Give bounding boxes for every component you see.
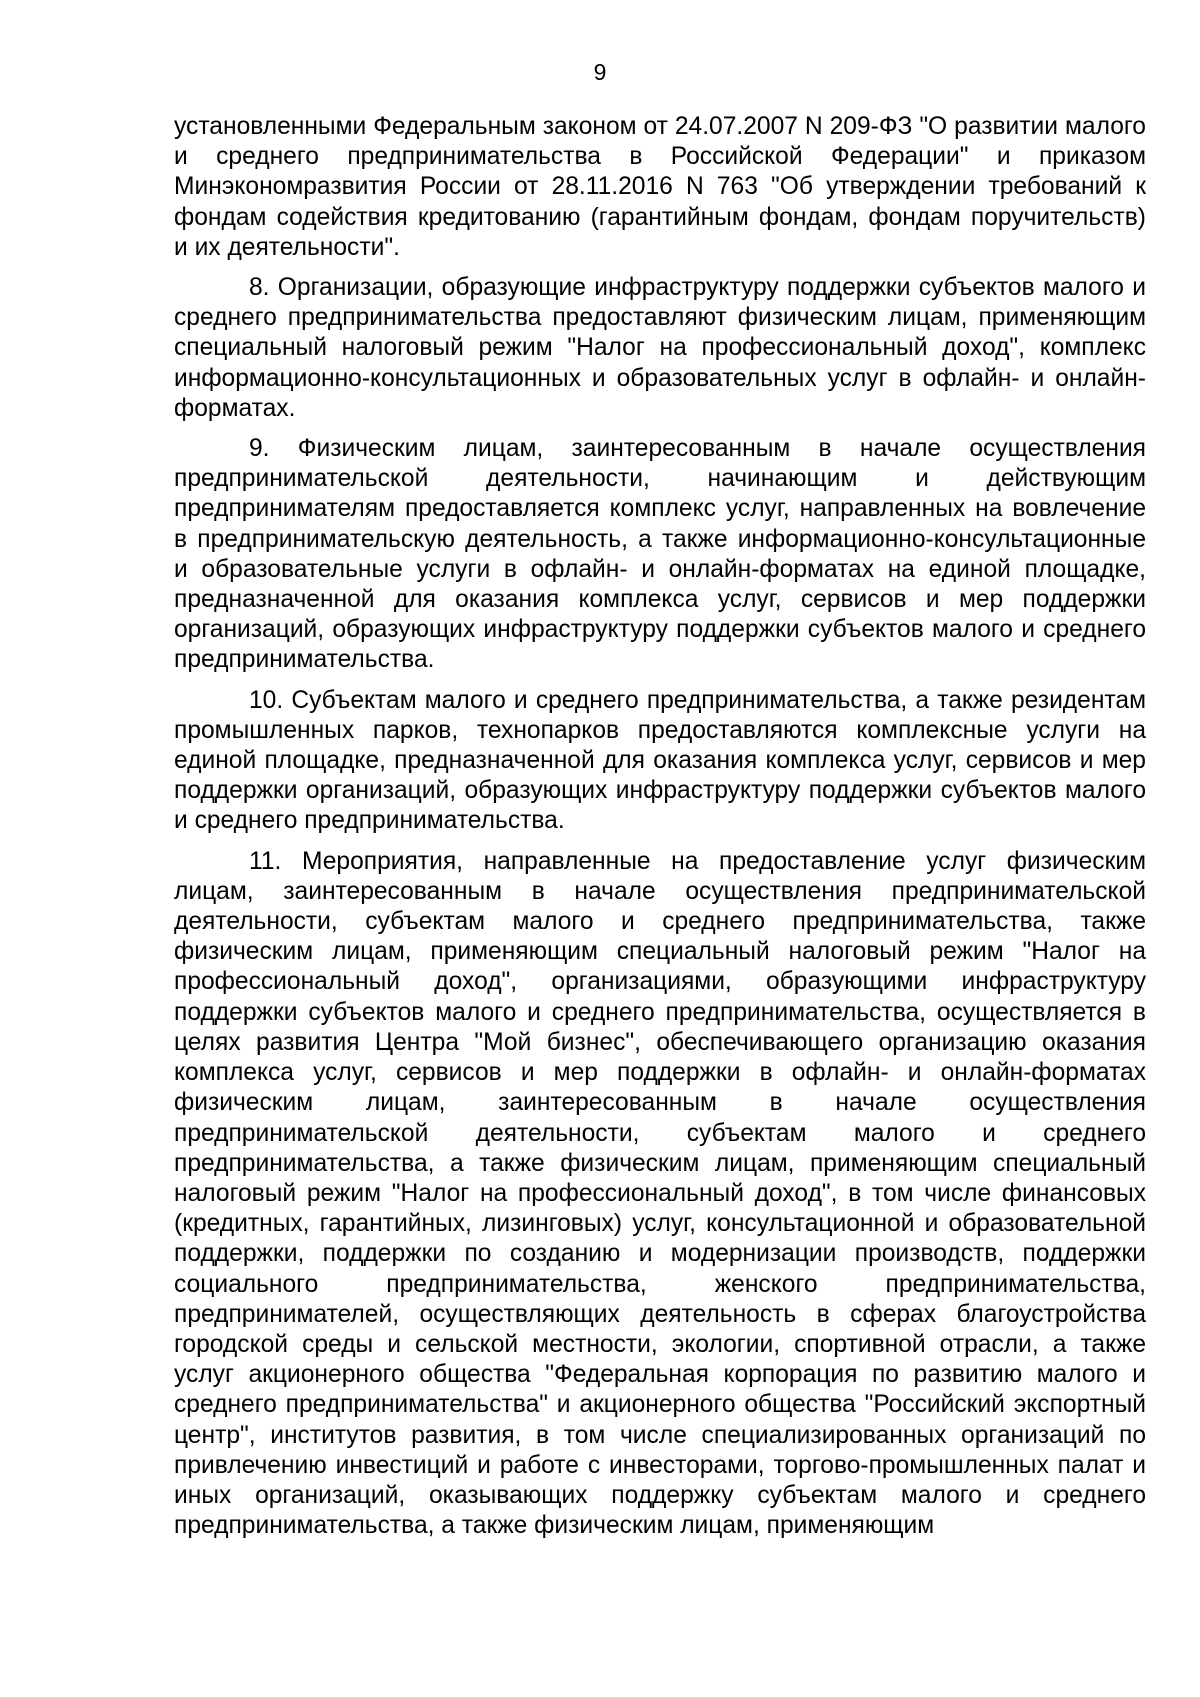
- paragraph-item-10: 10. Субъектам малого и среднего предпринимательства, а также резидентам промышленных парков, технопарков предоставляются комплексные услуги на единой площадке, предназначенной для оказания комплекса услуг, сервисов и мер поддержки организаций, образующих инфраструктуру поддержки субъектов малого и среднего предпринимательства.: [174, 686, 1146, 835]
- paragraph-item-11: 11. Мероприятия, направленные на предоставление услуг физическим лицам, заинтересованным в начале осуществления предпринимательской деятельности, субъектам малого и среднего предпринимательства, также физическим лицам, применяющим специальный налоговый режим "Налог на профессиональный доход", организациями, образующими инфраструктуру поддержки субъектов малого и среднего предпринимательства, осуществляется в целях развития Центра "Мой бизнес", обеспечивающего организацию оказания комплекса услуг, сервисов и мер поддержки в офлайн- и онлайн-форматах физическим лицам, заинтересованным в начале осуществления предпринимательской деятельности, субъектам малого и среднего предпринимательства, а также физическим лицам, применяющим специальный налоговый режим "Налог на профессиональный доход", в том числе финансовых (кредитных, гарантийных, лизинговых) услуг, консультационной и образовательной поддержки, поддержки по созданию и модернизации производств, поддержки социального предпринимательства, женского предпринимательства, предпринимателей, осуществляющих деятельность в сферах благоустройства городской среды и сельской местности, экологии, спортивной отрасли, а также услуг акционерного общества "Федеральная корпорация по развитию малого и среднего предпринимательства" и акционерного общества "Российский экспортный центр", институтов развития, в том числе специализированных организаций по привлечению инвестиций и работе с инвесторами, торгово-промышленных палат и иных организаций, оказывающих поддержку субъектам малого и среднего предпринимательства, а также физическим лицам, применяющим: [174, 847, 1146, 1540]
- page-number: 9: [593, 59, 607, 85]
- paragraph-item-8: 8. Организации, образующие инфраструктуру поддержки субъектов малого и среднего предпринимательства предоставляют физическим лицам, применяющим специальный налоговый режим "Налог на профессиональный доход", комплекс информационно-консультационных и образовательных услуг в офлайн- и онлайн-форматах.: [174, 274, 1146, 422]
- paragraph-continuation: установленными Федеральным законом от 24.07.2007 N 209-ФЗ "О развитии малого и среднего предпринимательства в Российской Федерации" и приказом Минэкономразвития России от 28.11.2016 N 763 "Об утверждении требований к фондам содействия кредитованию (гарантийным фондам, фондам поручительств) и их деятельности".: [174, 113, 1146, 261]
- document-body: [174, 112, 1146, 1551]
- paragraph-item-9: 9. Физическим лицам, заинтересованным в начале осуществления предпринимательской деятельности, начинающим и действующим предпринимателям предоставляется комплекс услуг, направленных на вовлечение в предпринимательскую деятельность, а также информационно-консультационные и образовательные услуги в офлайн- и онлайн-форматах на единой площадке, предназначенной для оказания комплекса услуг, сервисов и мер поддержки организаций, образующих инфраструктуру поддержки субъектов малого и среднего предпринимательства.: [174, 435, 1146, 674]
